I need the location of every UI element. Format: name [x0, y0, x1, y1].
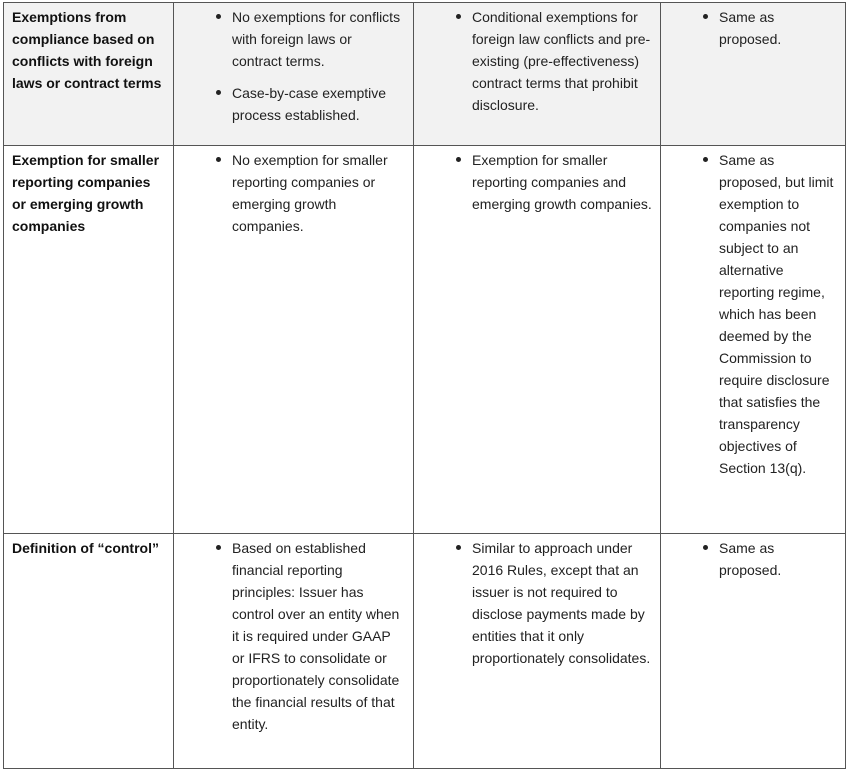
bullet-list: [422, 537, 652, 669]
table-row-definition-of-control: [4, 534, 846, 769]
row-topic: Definition of “control”: [4, 534, 174, 769]
cell-col3: [414, 534, 661, 769]
list-item: Conditional exemptions for foreign law conflicts and pre-existing (pre-effectiveness) contract terms that prohibit disclosure.: [472, 6, 652, 116]
bullet-list: [182, 6, 405, 126]
cell-col4: [661, 146, 846, 534]
bullet-list: [669, 6, 837, 50]
cell-col2: [174, 3, 414, 146]
cell-col2: [174, 534, 414, 769]
row-topic: Exemptions from compliance based on conflicts with foreign laws or contract terms: [4, 3, 174, 146]
table-row-smaller-companies-exemption: [4, 146, 846, 534]
table-row-foreign-law-exemptions: [4, 3, 846, 146]
list-item: Same as proposed.: [719, 537, 837, 581]
list-item: Case-by-case exemptive process established.: [232, 82, 405, 126]
cell-col4: [661, 3, 846, 146]
list-item: No exemption for smaller reporting companies or emerging growth companies.: [232, 149, 405, 237]
list-item: Similar to approach under 2016 Rules, except that an issuer is not required to disclose payments made by entities that it only proportionately consolidates.: [472, 537, 652, 669]
bullet-list: [669, 149, 837, 479]
cell-col3: [414, 146, 661, 534]
row-topic: Exemption for smaller reporting companies or emerging growth companies: [4, 146, 174, 534]
list-item: Based on established financial reporting principles: Issuer has control over an entity when it is required under GAAP or IFRS to consolidate or proportionately consolidate the financial results of that entity.: [232, 537, 405, 735]
cell-col3: [414, 3, 661, 146]
bullet-list: [669, 537, 837, 581]
bullet-list: [182, 149, 405, 237]
comparison-table: [3, 2, 846, 769]
bullet-list: [182, 537, 405, 735]
list-item: Same as proposed.: [719, 6, 837, 50]
list-item: No exemptions for conflicts with foreign laws or contract terms.: [232, 6, 405, 72]
list-item: Same as proposed, but limit exemption to companies not subject to an alternative reporting regime, which has been deemed by the Commission to require disclosure that satisfies the transparency objectives of Section 13(q).: [719, 149, 837, 479]
cell-col4: [661, 534, 846, 769]
bullet-list: [422, 149, 652, 215]
list-item: Exemption for smaller reporting companies and emerging growth companies.: [472, 149, 652, 215]
cell-col2: [174, 146, 414, 534]
bullet-list: [422, 6, 652, 116]
